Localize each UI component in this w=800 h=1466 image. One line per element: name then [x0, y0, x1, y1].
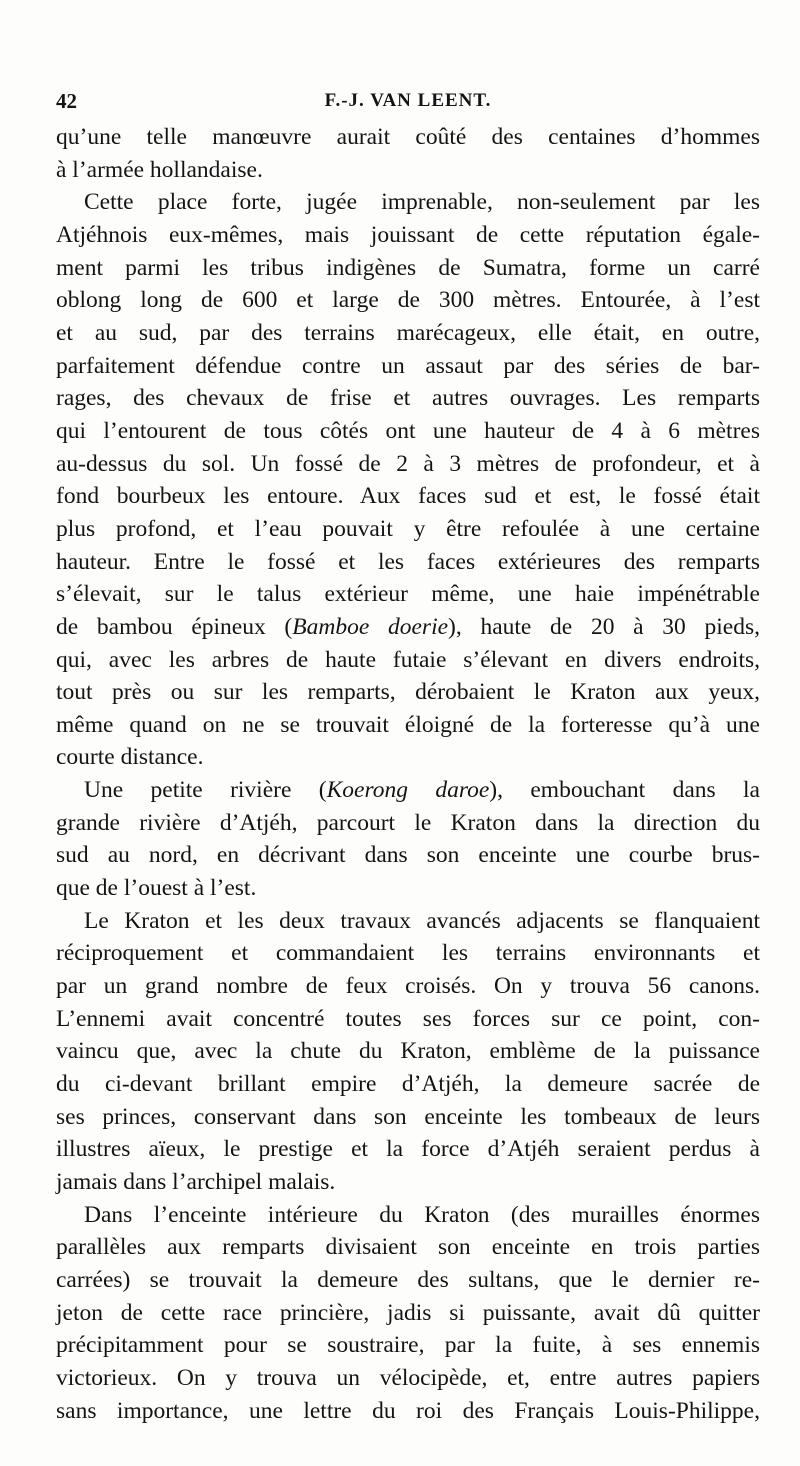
running-head — [56, 86, 760, 116]
running-title: F.-J. VAN LEENT. — [324, 90, 492, 111]
text-line: précipitamment pour se soustraire, par la fuite, à ses ennemis — [56, 1332, 760, 1359]
text-line: qui l’entourent de tous côtés ont une hauteur de 4 à 6 mètres — [56, 417, 760, 444]
text-line: rages, des chevaux de frise et autres ouvrages. Les remparts — [56, 385, 760, 412]
text-line: vaincu que, avec la chute du Kraton, emblème de la puissance — [56, 1038, 760, 1065]
page-number: 42 — [56, 89, 77, 113]
text-run: ), haute de 20 à 30 pieds, — [448, 613, 761, 640]
italic-term: Bamboe doerie — [292, 613, 449, 640]
text-line: parallèles aux remparts divisaient son enceinte en trois parties — [56, 1234, 760, 1261]
text-line: L’ennemi avait concentré toutes ses forces sur ce point, con- — [56, 1005, 760, 1032]
text-line: Cette place forte, jugée imprenable, non-seulement par les — [84, 189, 760, 216]
text-line: au-dessus du sol. Un fossé de 2 à 3 mètres de profondeur, et à — [56, 450, 760, 477]
text-line: sans importance, une lettre du roi des Français Louis-Philippe, — [56, 1397, 760, 1424]
text-line: et au sud, par des terrains marécageux, elle était, en outre, — [56, 319, 760, 346]
text-line: par un grand nombre de feux croisés. On y trouva 56 canons. — [56, 973, 760, 1000]
text-line: jeton de cette race princière, jadis si puissante, avait dû quitter — [56, 1299, 760, 1326]
text-line — [56, 611, 760, 644]
text-run: Une petite rivière ( — [84, 777, 327, 804]
text-line: du ci-devant brillant empire d’Atjéh, la demeure sacrée de — [56, 1071, 760, 1098]
text-line: qui, avec les arbres de haute futaie s’élevant en divers endroits, — [56, 646, 760, 673]
text-line: s’élevait, sur le talus extérieur même, une haie impénétrable — [56, 581, 760, 608]
text-line: ment parmi les tribus indigènes de Sumatra, forme un carré — [56, 254, 760, 281]
text-line: hauteur. Entre le fossé et les faces extérieures des remparts — [56, 548, 760, 575]
text-line: jamais dans l’archipel malais. — [56, 1169, 336, 1195]
text-line: à l’armée hollandaise. — [56, 156, 263, 183]
text-run: de bambou épineux ( — [56, 613, 293, 640]
text-line: plus profond, et l’eau pouvait y être refoulée à une certaine — [56, 515, 760, 542]
text-line: oblong long de 600 et large de 300 mètres. Entourée, à l’est — [56, 287, 760, 314]
text-line: ses princes, conservant dans son enceinte les tombeaux de leurs — [56, 1103, 760, 1130]
text-line: Atjéhnois eux-mêmes, mais jouissant de cette réputation égale- — [56, 221, 760, 248]
text-line: que de l’ouest à l’est. — [56, 875, 257, 902]
text-line: même quand on ne se trouvait éloigné de la forteresse qu’à une — [56, 711, 760, 738]
text-line: Le Kraton et les deux travaux avancés adjacents se flanquaient — [84, 907, 760, 934]
text-line: courte distance. — [56, 744, 204, 771]
text-line: réciproquement et commandaient les terrains environnants et — [56, 940, 760, 967]
text-line: fond bourbeux les entoure. Aux faces sud et est, le fossé était — [56, 483, 760, 510]
italic-term: Koerong daroe — [326, 777, 490, 804]
text-line: qu’une telle manœuvre aurait coûté des centaines d’hommes — [56, 124, 760, 150]
text-run: ), embouchant dans la — [489, 777, 760, 804]
body-text — [56, 121, 760, 1427]
text-line: carrées) se trouvait la demeure des sultans, que le dernier re- — [56, 1266, 760, 1293]
text-line — [56, 774, 760, 807]
text-line: victorieux. On y trouva un vélocipède, et, entre autres papiers — [56, 1364, 760, 1391]
text-line: tout près ou sur les remparts, dérobaient le Kraton aux yeux, — [56, 679, 760, 706]
text-line: illustres aïeux, le prestige et la force d’Atjéh seraient perdus à — [56, 1136, 760, 1163]
text-line: sud au nord, en décrivant dans son enceinte une courbe brus- — [56, 842, 760, 869]
text-line: grande rivière d’Atjéh, parcourt le Kraton dans la direction du — [56, 809, 760, 836]
text-line: Dans l’enceinte intérieure du Kraton (des murailles énormes — [84, 1201, 760, 1228]
text-line: parfaitement défendue contre un assaut par des séries de bar- — [56, 352, 760, 379]
